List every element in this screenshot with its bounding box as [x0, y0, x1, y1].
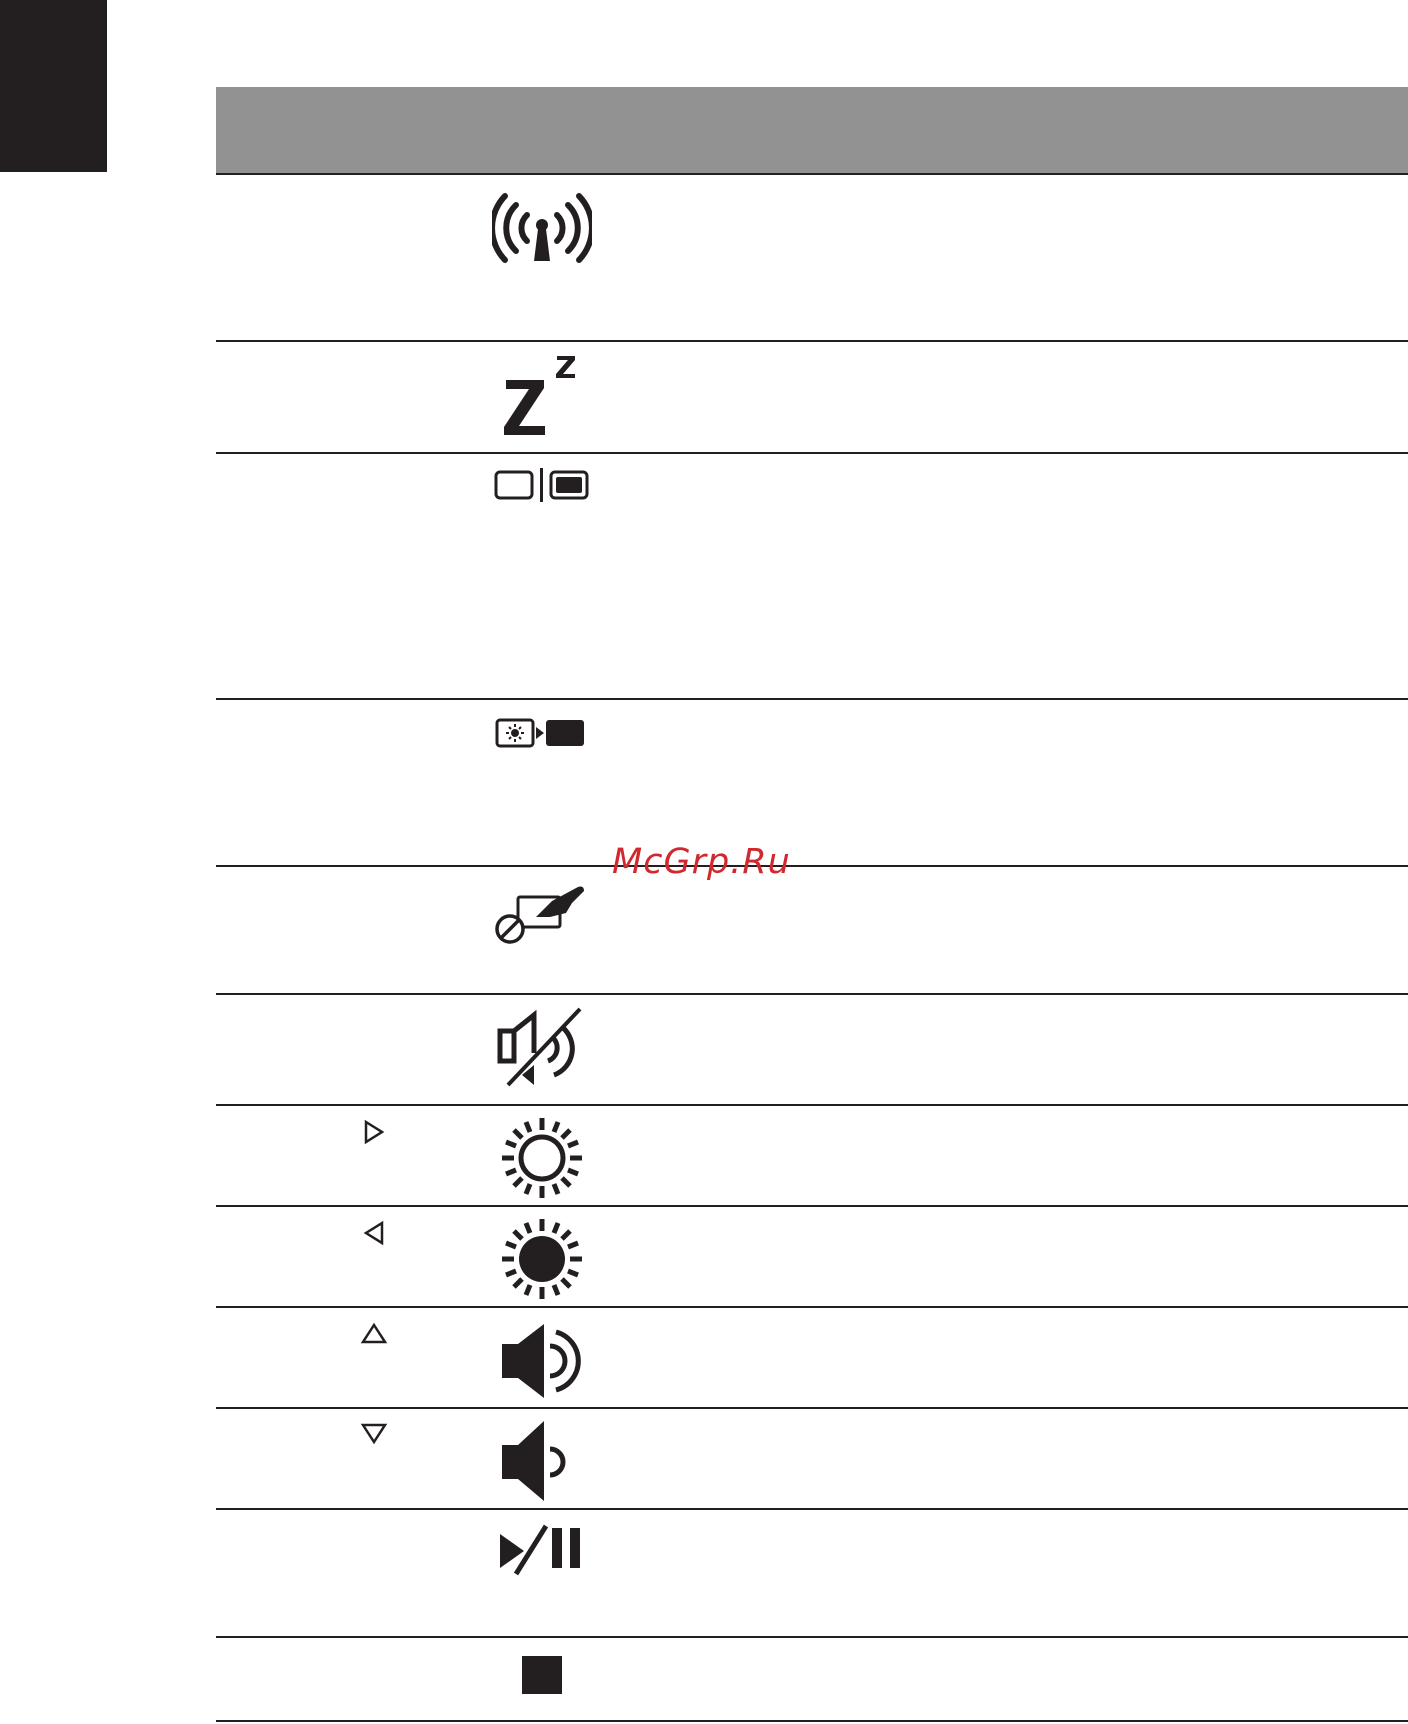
- touchpad-toggle-icon: [492, 877, 592, 947]
- wireless-antenna-icon: [492, 189, 592, 269]
- volume-up-icon: [492, 1322, 592, 1400]
- brightness-down-icon: [492, 1217, 592, 1301]
- table-row: [216, 865, 1408, 993]
- table-row: [216, 698, 1408, 865]
- table-row: [216, 1205, 1408, 1306]
- watermark-text: McGrp.Ru: [612, 842, 791, 882]
- table-row: [216, 1636, 1408, 1722]
- stop-icon: [492, 1654, 592, 1698]
- table-row: [216, 1104, 1408, 1205]
- arrow-right-icon: [360, 1118, 388, 1146]
- brightness-up-icon: [492, 1116, 592, 1200]
- arrow-left-icon: [360, 1219, 388, 1247]
- chapter-tab-block: [0, 0, 107, 172]
- screen-blank-icon: [492, 716, 592, 750]
- display-toggle-icon: [492, 468, 592, 504]
- volume-down-icon: [492, 1419, 592, 1503]
- arrow-down-icon: [360, 1419, 388, 1447]
- table-row: [216, 452, 1408, 698]
- table-row: [216, 1407, 1408, 1508]
- table-row: [216, 1306, 1408, 1407]
- table-row: [216, 173, 1408, 340]
- sleep-zz-icon: [492, 352, 592, 442]
- table-row: [216, 1508, 1408, 1636]
- speaker-mute-icon: [492, 1007, 592, 1089]
- table-header-band: [216, 87, 1408, 173]
- play-pause-icon: [492, 1522, 592, 1578]
- table-row: [216, 993, 1408, 1104]
- arrow-up-icon: [360, 1320, 388, 1348]
- table-row: [216, 340, 1408, 452]
- hotkey-table: [216, 173, 1408, 1722]
